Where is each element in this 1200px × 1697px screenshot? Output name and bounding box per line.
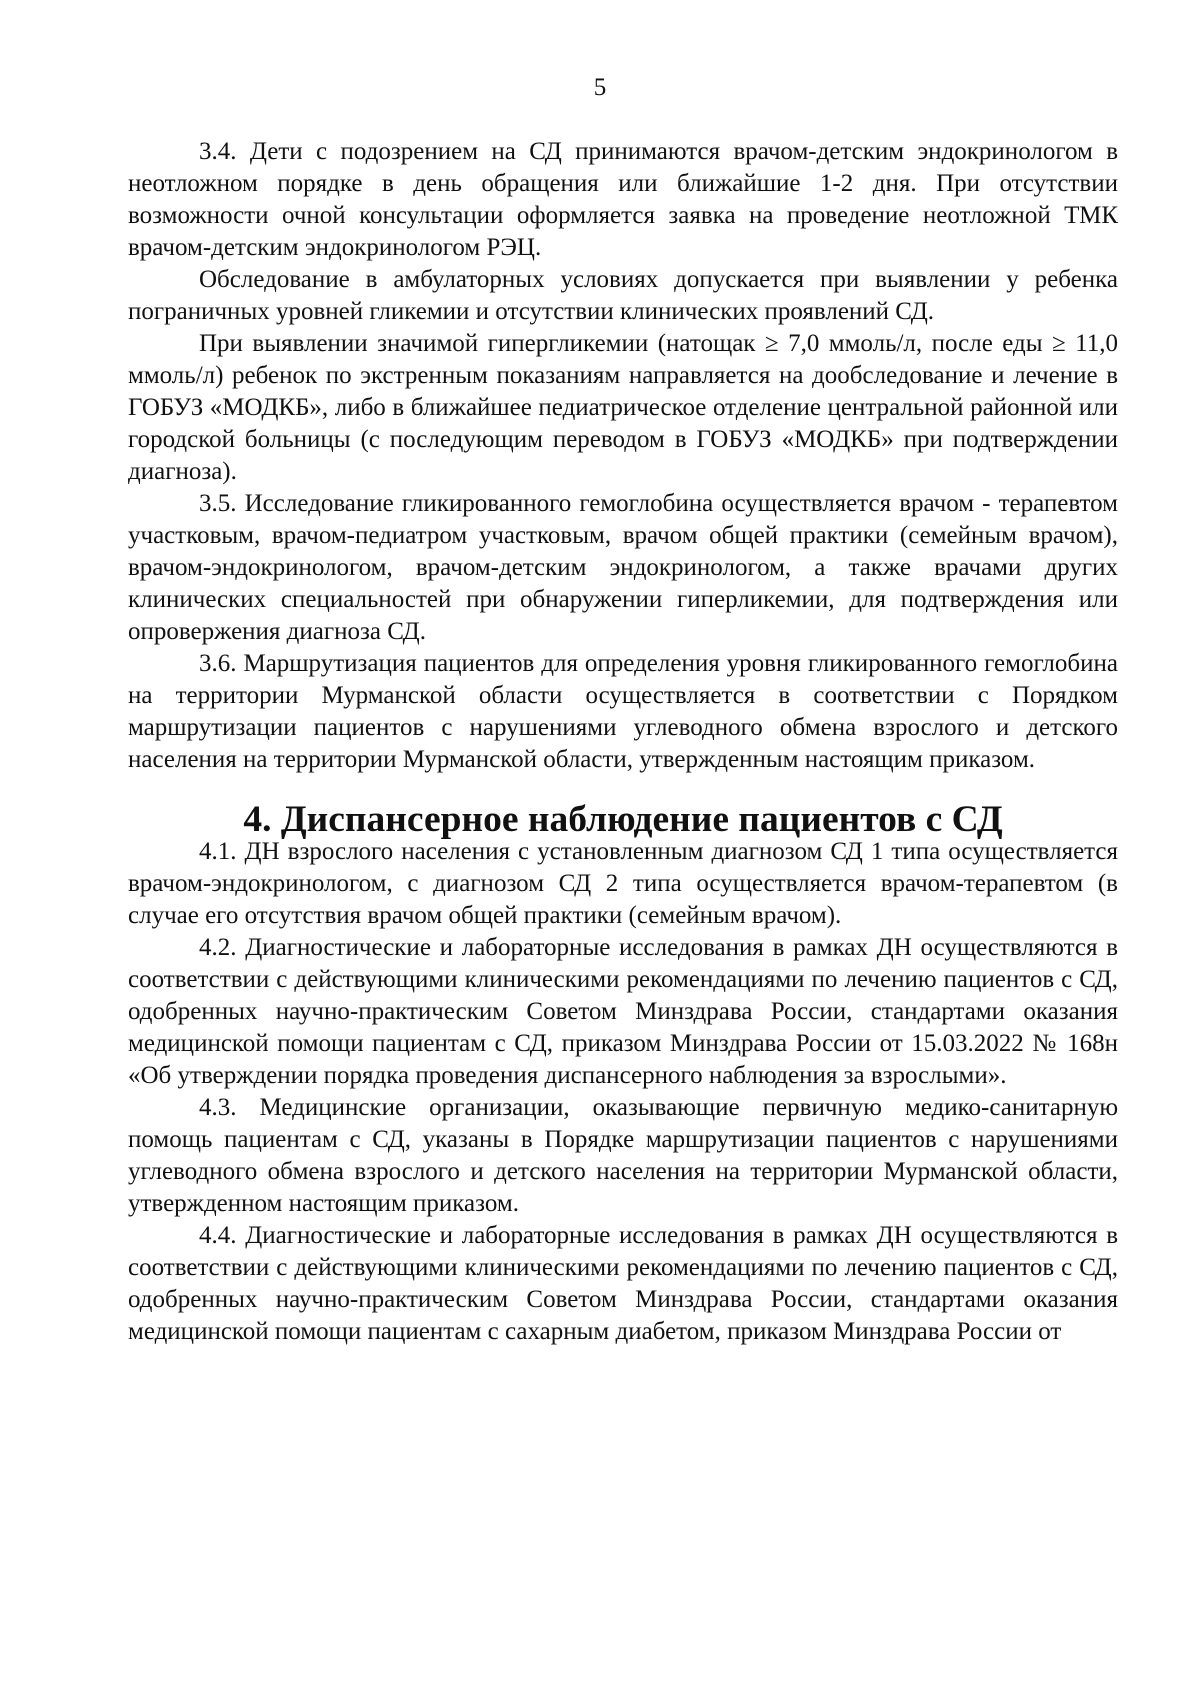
paragraph-3-4: 3.4. Дети с подозрением на СД принимаются врачом-детским эндокринологом в неотложном порядке в день обращения или ближайшие 1-2 дня. При отсутствии возможности очной консультации оформляется заявка на проведение неотложной ТМК врачом-детским эндокринологом РЭЦ. (128, 138, 1118, 261)
paragraph-4-2: 4.2. Диагностические и лабораторные исследования в рамках ДН осуществляются в соответствии с действующими клиническими рекомендациями по лечению пациентов с СД, одобренных научно-практическим Советом Минздрава России, стандартами оказания медицинской помощи пациентам с СД, приказом Минздрава России от 15.03.2022 № 168н «Об утверждении порядка проведения диспансерного наблюдения за взрослыми». (128, 934, 1118, 1089)
page-number: 5 (593, 74, 607, 101)
paragraph-outpatient-exam: Обследование в амбулаторных условиях допускается при выявлении у ребенка пограничных уровней гликемии и отсутствии клинических проявлений СД. (128, 266, 1118, 325)
document-body (128, 136, 1118, 1348)
paragraph-3-5: 3.5. Исследование гликированного гемоглобина осуществляется врачом - терапевтом участковым, врачом-педиатром участковым, врачом общей практики (семейным врачом), врачом-эндокринологом, врачом-детским эндокринологом, а также врачами других клинических специальностей при обнаружении гиперликемии, для подтверждения или опровержения диагноза СД. (128, 490, 1118, 645)
paragraph-4-1: 4.1. ДН взрослого населения с установленным диагнозом СД 1 типа осуществляется врачом-эндокринологом, с диагнозом СД 2 типа осуществляется врачом-терапевтом (в случае его отсутствия врачом общей практики (семейным врачом). (128, 838, 1118, 929)
paragraph-4-4: 4.4. Диагностические и лабораторные исследования в рамках ДН осуществляются в соответствии с действующими клиническими рекомендациями по лечению пациентов с СД, одобренных научно-практическим Советом Минздрава России, стандартами оказания медицинской помощи пациентам с сахарным диабетом, приказом Минздрава России от (128, 1222, 1118, 1345)
paragraph-hyperglycemia: При выявлении значимой гипергликемии (натощак ≥ 7,0 ммоль/л, после еды ≥ 11,0 ммоль/л) ребенок по экстренным показаниям направляется на дообследование и лечение в ГОБУЗ «МОДКБ», либо в ближайшее педиатрическое отделение центральной районной или городской больницы (с последующим переводом в ГОБУЗ «МОДКБ» при подтверждении диагноза). (128, 330, 1118, 485)
section-heading: 4. Диспансерное наблюдение пациентов с СД (243, 799, 1003, 840)
paragraph-3-6: 3.6. Маршрутизация пациентов для определения уровня гликированного гемоглобина на территории Мурманской области осуществляется в соответствии с Порядком маршрутизации пациентов с нарушениями углеводного обмена взрослого и детского населения на территории Мурманской области, утвержденным настоящим приказом. (128, 650, 1118, 773)
paragraph-4-3: 4.3. Медицинские организации, оказывающие первичную медико-санитарную помощь пациентам с СД, указаны в Порядке маршрутизации пациентов с нарушениями углеводного обмена взрослого и детского населения на территории Мурманской области, утвержденном настоящим приказом. (128, 1094, 1118, 1217)
